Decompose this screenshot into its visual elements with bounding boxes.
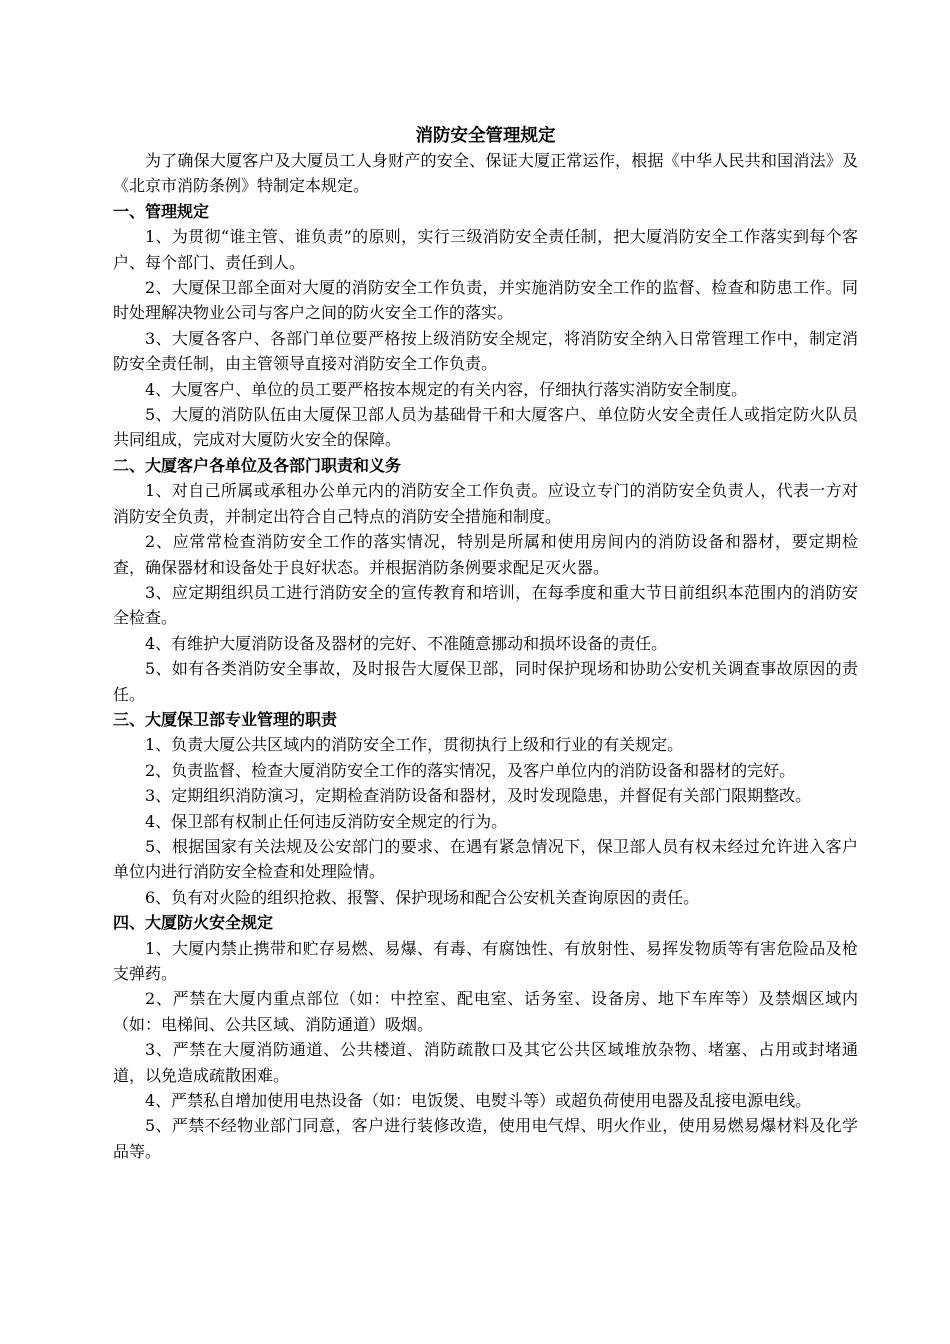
section-heading: 二、大厦客户各单位及各部门职责和义务 <box>113 455 402 475</box>
section-item: 1、负责大厦公共区域内的消防安全工作，贯彻执行上级和行业的有关规定。 <box>145 735 684 755</box>
intro-paragraph: 为了确保大厦客户及大厦员工人身财产的安全、保证大厦正常运作，根据《中华人民共和国消法》及《北京市消防条例》特制定本规定。 <box>113 151 858 196</box>
section-item: 5、严禁不经物业部门同意，客户进行装修改造，使用电气焊、明火作业，使用易燃易爆材料及化学品等。 <box>113 1116 858 1161</box>
section-heading: 四、大厦防火安全规定 <box>113 913 274 933</box>
section-item: 3、严禁在大厦消防通道、公共楼道、消防疏散口及其它公共区域堆放杂物、堵塞、占用或封堵通道，以免造成疏散困难。 <box>113 1040 858 1085</box>
document-title: 消防安全管理规定 <box>415 126 556 146</box>
section-item: 5、根据国家有关法规及公安部门的要求、在遇有紧急情况下，保卫部人员有权未经过允许进入客户单位内进行消防安全检查和处理险情。 <box>113 836 858 882</box>
section-item: 1、为贯彻“谁主管、谁负责”的原则，实行三级消防安全责任制，把大厦消防安全工作落实到每个客户、每个部门、责任到人。 <box>113 227 858 272</box>
section-management <box>113 199 858 453</box>
section-item: 2、严禁在大厦内重点部位（如：中控室、配电室、话务室、设备房、地下车库等）及禁烟区域内（如：电梯间、公共区域、消防通道）吸烟。 <box>113 989 858 1034</box>
section-heading: 一、管理规定 <box>113 201 210 221</box>
section-item: 4、严禁私自增加使用电热设备（如：电饭煲、电熨斗等）或超负荷使用电器及乱接电源电线。 <box>145 1091 812 1111</box>
section-item: 2、大厦保卫部全面对大厦的消防安全工作负责，并实施消防安全工作的监督、检查和防患工作。同时处理解决物业公司与客户之间的防火安全工作的落实。 <box>113 278 858 323</box>
section-item: 5、大厦的消防队伍由大厦保卫部人员为基础骨干和大厦客户、单位防火安全责任人或指定防火队员共同组成，完成对大厦防火安全的保障。 <box>113 405 858 450</box>
section-item: 5、如有各类消防安全事故，及时报告大厦保卫部，同时保护现场和协助公安机关调查事故原因的责任。 <box>113 659 858 704</box>
section-item: 3、大厦各客户、各部门单位要严格按上级消防安全规定，将消防安全纳入日常管理工作中，制定消防安全责任制，由主管领导直接对消防安全工作负责。 <box>113 328 858 374</box>
section-security-duties <box>113 707 858 910</box>
section-fire-rules <box>113 910 858 1164</box>
section-item: 3、定期组织消防演习，定期检查消防设备和器材，及时发现隐患，并督促有关部门限期整改。 <box>145 786 812 806</box>
section-item: 1、大厦内禁止携带和贮存易燃、易爆、有毒、有腐蚀性、有放射性、易挥发物质等有害危险品及枪支弹药。 <box>113 938 858 983</box>
section-item: 1、对自己所属或承租办公单元内的消防安全工作负责。应设立专门的消防安全负责人，代表一方对消防安全负责，并制定出符合自己特点的消防安全措施和制度。 <box>113 481 858 526</box>
section-item: 6、负有对火险的组织抢救、报警、保护现场和配合公安机关查询原因的责任。 <box>145 887 700 907</box>
section-item: 2、应常常检查消防安全工作的落实情况，特别是所属和使用房间内的消防设备和器材，要定期检查，确保器材和设备处于良好状态。并根据消防条例要求配足灭火器。 <box>113 532 858 577</box>
section-item: 4、保卫部有权制止任何违反消防安全规定的行为。 <box>145 811 508 831</box>
section-item: 4、有维护大厦消防设备及器材的完好、不准随意挪动和损坏设备的责任。 <box>145 633 668 653</box>
section-item: 4、大厦客户、单位的员工要严格按本规定的有关内容，仔细执行落实消防安全制度。 <box>145 379 748 399</box>
section-heading: 三、大厦保卫部专业管理的职责 <box>113 709 338 729</box>
section-client-duties <box>113 453 858 707</box>
section-item: 2、负责监督、检查大厦消防安全工作的落实情况，及客户单位内的消防设备和器材的完好。 <box>145 760 796 780</box>
section-item: 3、应定期组织员工进行消防安全的宣传教育和培训，在每季度和重大节日前组织本范围内的消防安全检查。 <box>113 582 858 628</box>
